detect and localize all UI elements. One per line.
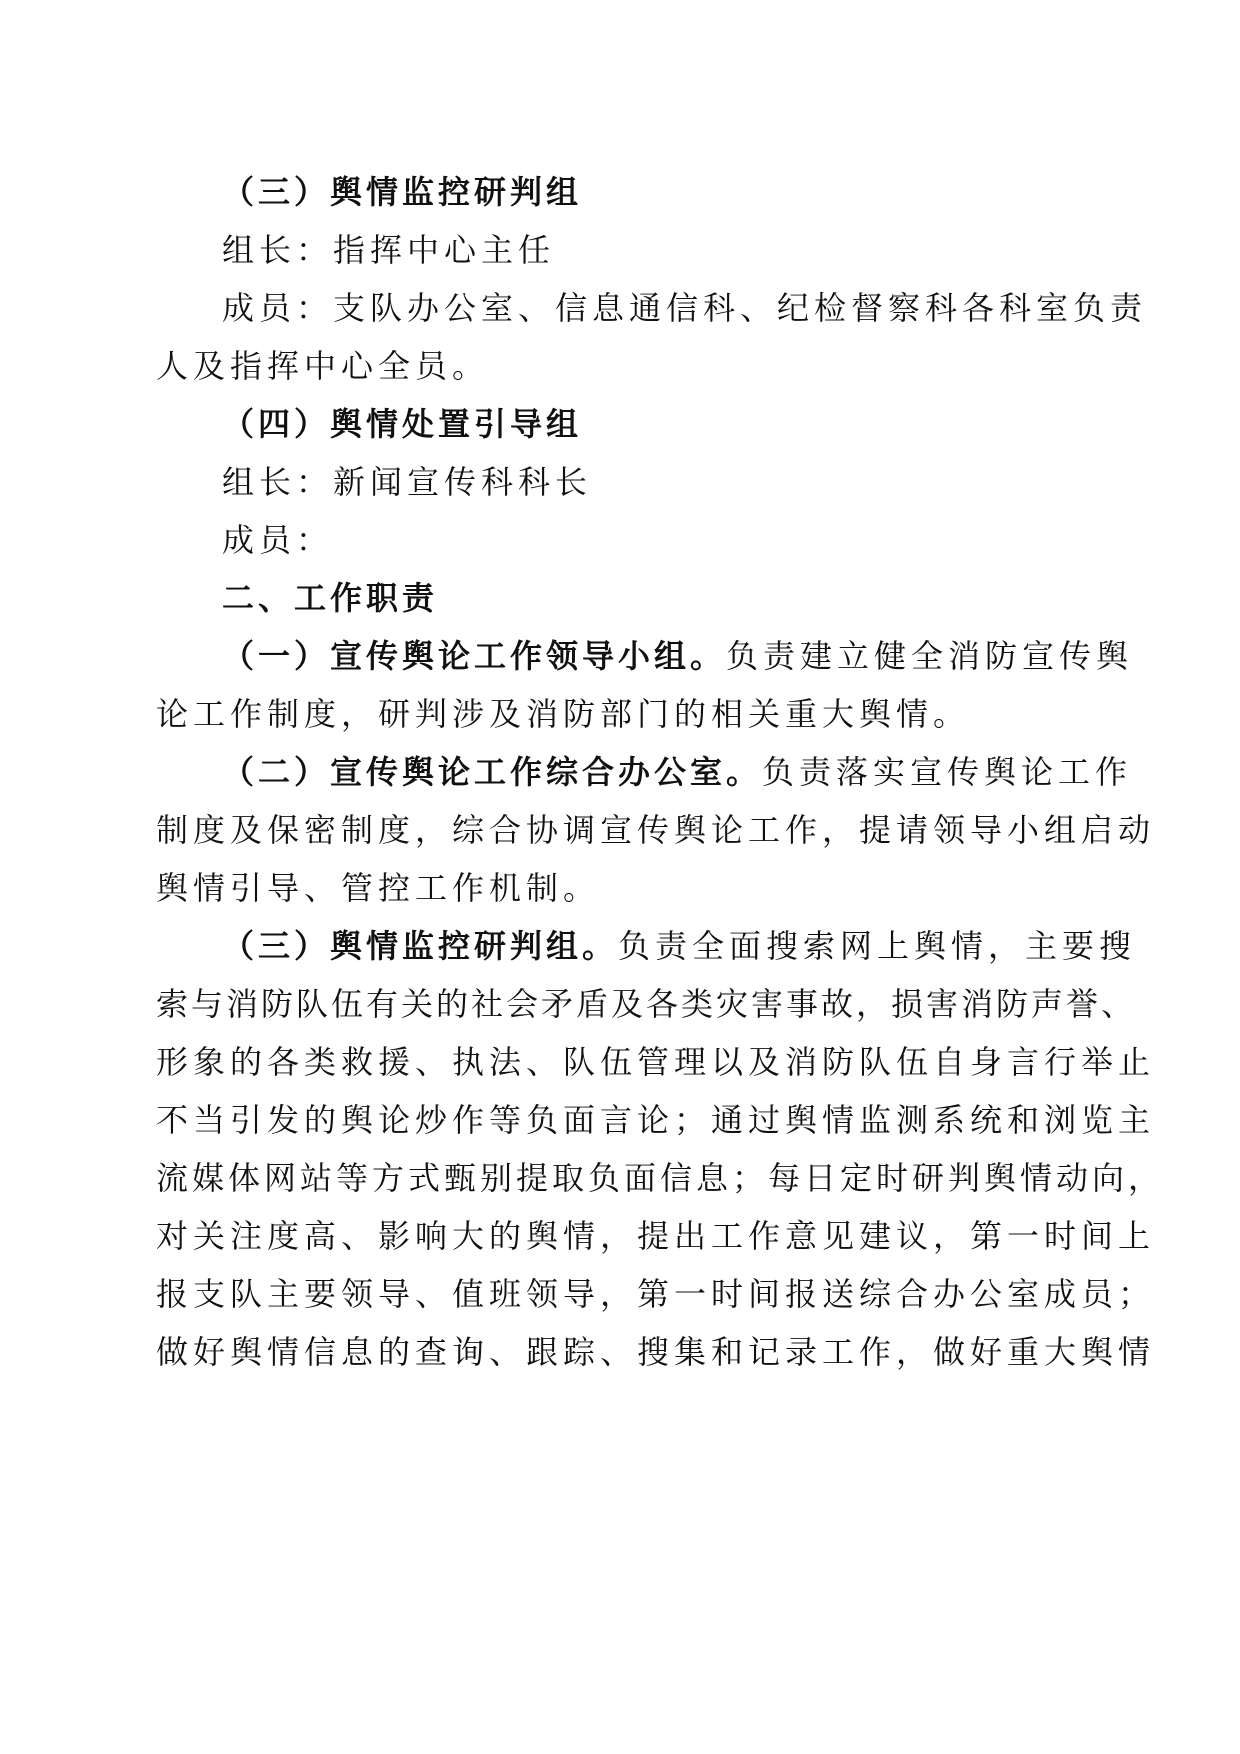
duty3-text-line5: 流媒体网站等方式甄别提取负面信息；每日定时研判舆情动向， [156, 1159, 1165, 1197]
duty2-text-line2: 制度及保密制度，综合协调宣传舆论工作，提请领导小组启动 [156, 811, 1156, 849]
section3-members-line2: 人及指挥中心全员。 [156, 347, 490, 385]
duty3-text-line6: 对关注度高、影响大的舆情，提出工作意见建议，第一时间上 [156, 1217, 1156, 1255]
duty1-paragraph-line1 [222, 636, 1133, 676]
section3-members-line1: 成员：支队办公室、信息通信科、纪检督察科各科室负责 [222, 289, 1148, 327]
part2-heading: 二、工作职责 [222, 579, 439, 617]
section4-heading: （四）舆情处置引导组 [222, 405, 583, 443]
duty3-title: （三）舆情监控研判组。 [222, 927, 619, 965]
duty3-text-line3: 形象的各类救援、执法、队伍管理以及消防队伍自身言行举止 [156, 1043, 1156, 1081]
section4-leader: 组长：新闻宣传科科长 [222, 463, 593, 501]
duty3-text-line1: 负责全面搜索网上舆情，主要搜 [618, 927, 1137, 965]
duty3-text-line2: 索与消防队伍有关的社会矛盾及各类灾害事故，损害消防声誉、 [156, 985, 1137, 1023]
section3-leader: 组长：指挥中心主任 [222, 231, 556, 269]
duty2-text-line3: 舆情引导、管控工作机制。 [156, 869, 601, 907]
duty3-text-line7: 报支队主要领导、值班领导，第一时间报送综合办公室成员； [156, 1275, 1156, 1313]
duty1-text-line1: 负责建立健全消防宣传舆 [726, 637, 1134, 675]
duty2-text-line1: 负责落实宣传舆论工作 [762, 753, 1133, 791]
duty1-title: （一）宣传舆论工作领导小组。 [222, 637, 727, 675]
duty3-text-line4: 不当引发的舆论炒作等负面言论；通过舆情监测系统和浏览主 [156, 1101, 1156, 1139]
duty3-text-line8: 做好舆情信息的查询、跟踪、搜集和记录工作，做好重大舆情 [156, 1333, 1156, 1371]
duty2-paragraph-line1 [222, 752, 1132, 792]
section4-members: 成员： [222, 521, 334, 559]
duty3-paragraph-line1 [222, 926, 1136, 966]
duty1-text-line2: 论工作制度，研判涉及消防部门的相关重大舆情。 [156, 695, 971, 733]
section3-heading: （三）舆情监控研判组 [222, 173, 583, 211]
duty2-title: （二）宣传舆论工作综合办公室。 [222, 753, 763, 791]
